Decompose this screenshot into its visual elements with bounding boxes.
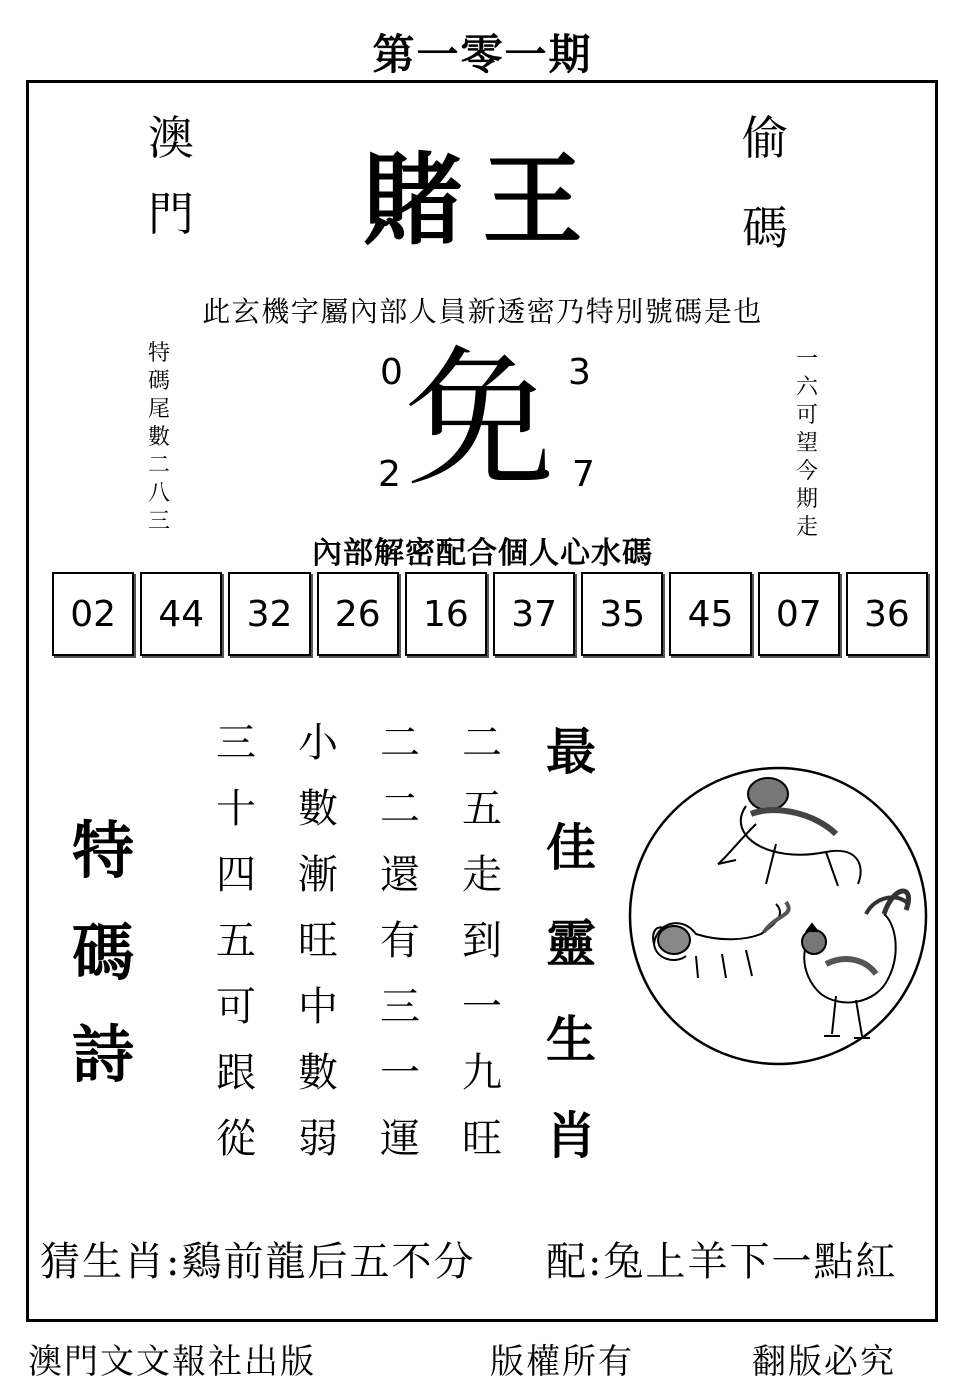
page-title: 賭王	[362, 142, 603, 259]
poem-char: 跟	[216, 1050, 256, 1096]
poem-char: 三	[216, 720, 256, 766]
note-char: 可	[796, 403, 819, 428]
best-zodiac-char: 佳	[546, 819, 596, 877]
poem-char: 中	[298, 984, 338, 1030]
code-box: 26	[317, 572, 399, 656]
poem-char: 旺	[462, 1116, 502, 1162]
poem-char: 九	[462, 1050, 502, 1096]
poem-column	[380, 710, 420, 1172]
poem-char: 從	[216, 1116, 256, 1162]
side-right-char: 碼	[742, 201, 788, 255]
note-char: 尾	[148, 397, 171, 422]
corner-digit-top-right: 3	[568, 352, 591, 393]
poem-title	[72, 800, 134, 1106]
poem-char: 一	[462, 984, 502, 1030]
note-char: 碼	[148, 369, 171, 394]
poem-column	[462, 710, 502, 1172]
poem-char: 漸	[298, 852, 338, 898]
best-zodiac-char: 靈	[546, 915, 596, 973]
note-char: 特	[148, 341, 171, 366]
code-box: 02	[52, 572, 134, 656]
code-box: 32	[228, 572, 310, 656]
guess-zodiac: 猜生肖:鷄前龍后五不分	[40, 1239, 476, 1285]
side-left-char: 澳	[148, 111, 194, 165]
best-zodiac-char: 肖	[546, 1107, 596, 1165]
copy-warning: 翻版必究	[752, 1342, 896, 1382]
rights-notice: 版權所有	[490, 1342, 634, 1382]
side-left-char: 門	[148, 187, 194, 241]
poem-char: 還	[380, 852, 420, 898]
poem-char: 弱	[298, 1116, 338, 1162]
best-zodiac-char: 生	[546, 1011, 596, 1069]
poem-char: 數	[298, 1050, 338, 1096]
poem-char: 小	[298, 720, 338, 766]
poem-char: 五	[462, 786, 502, 832]
poem-char: 可	[216, 984, 256, 1030]
poem-column	[216, 710, 256, 1172]
corner-digit-bottom-left: 2	[378, 454, 401, 495]
poem-title-char: 特	[72, 814, 135, 887]
poem-char: 一	[380, 1050, 420, 1096]
code-box: 07	[758, 572, 840, 656]
note-char: 期	[796, 487, 819, 512]
poem-char: 有	[380, 918, 420, 964]
code-box: 44	[140, 572, 222, 656]
zodiac-character: 免	[405, 333, 556, 507]
pair-zodiac: 配:兔上羊下一點紅	[546, 1239, 898, 1285]
poem-title-char: 碼	[72, 916, 135, 989]
poem-char: 二	[462, 720, 502, 766]
code-row	[52, 572, 928, 656]
poem-char: 到	[462, 918, 502, 964]
poem-char: 十	[216, 786, 256, 832]
poem-char: 旺	[298, 918, 338, 964]
code-box: 35	[581, 572, 663, 656]
note-char: 二	[148, 453, 171, 478]
zodiac-animals-illustration	[626, 764, 930, 1068]
poem-char: 走	[462, 852, 502, 898]
note-char: 數	[148, 425, 171, 450]
side-right-char: 偷	[742, 111, 788, 165]
poem-char: 二	[380, 786, 420, 832]
note-char: 一	[796, 347, 819, 372]
poem-char: 四	[216, 852, 256, 898]
best-zodiac-label	[546, 704, 596, 1184]
poem-char: 三	[380, 984, 420, 1030]
code-box: 45	[669, 572, 751, 656]
best-zodiac-char: 最	[546, 723, 596, 781]
note-char: 八	[148, 481, 171, 506]
code-box: 37	[493, 572, 575, 656]
issue-number: 第一零一期	[372, 30, 593, 79]
poem-char: 運	[380, 1116, 420, 1162]
code-box: 16	[405, 572, 487, 656]
subtitle: 內部解密配合個人心水碼	[312, 536, 653, 571]
corner-digit-top-left: 0	[380, 352, 403, 393]
poem-char: 數	[298, 786, 338, 832]
poem-char: 二	[380, 720, 420, 766]
side-text-right	[742, 100, 788, 266]
poem-char: 五	[216, 918, 256, 964]
note-char: 今	[796, 459, 819, 484]
poem-column	[298, 710, 338, 1172]
corner-digit-bottom-right: 7	[572, 454, 595, 495]
note-char: 走	[796, 515, 819, 540]
note-char: 三	[148, 509, 171, 534]
note-char: 六	[796, 375, 819, 400]
tail-number-note	[148, 340, 170, 536]
note-char: 望	[796, 431, 819, 456]
publisher: 澳門文文報社出版	[28, 1342, 316, 1382]
code-box: 36	[846, 572, 928, 656]
tagline: 此玄機字屬內部人員新透密乃特別號碼是也	[202, 295, 763, 328]
poem-title-char: 詩	[72, 1018, 135, 1091]
hope-note	[796, 346, 818, 542]
